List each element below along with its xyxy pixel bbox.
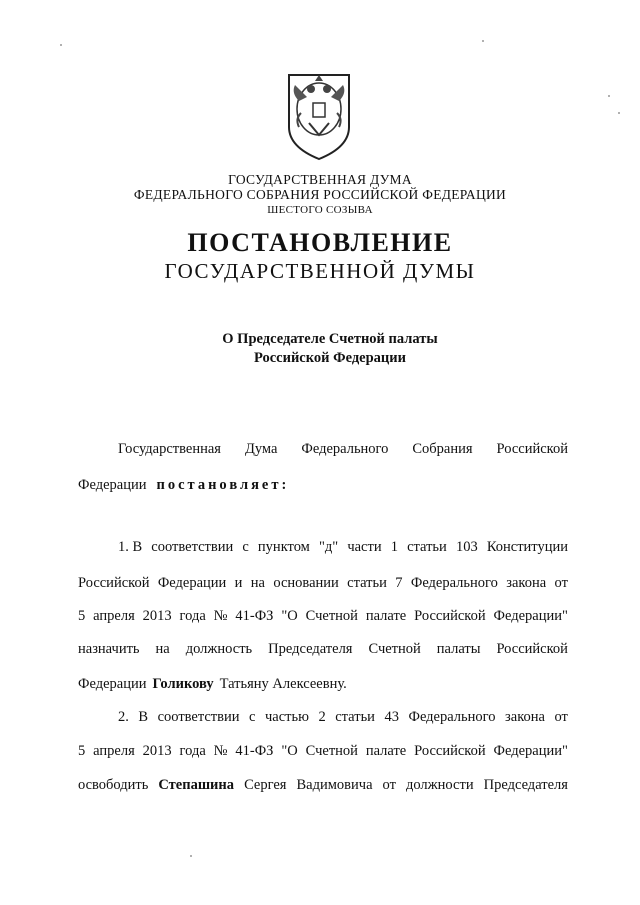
word: Российской bbox=[496, 441, 568, 457]
word: от bbox=[554, 709, 568, 725]
word: 41-ФЗ bbox=[235, 743, 274, 759]
word: 7 bbox=[395, 575, 403, 591]
word: 43 bbox=[384, 709, 399, 725]
word: и bbox=[234, 575, 243, 591]
word: Дума bbox=[244, 441, 278, 457]
header-line-1: ГОСУДАРСТВЕННАЯ ДУМА bbox=[228, 172, 412, 187]
word: 103 bbox=[455, 539, 478, 555]
document-title: ПОСТАНОВЛЕНИЕ bbox=[187, 228, 453, 257]
word: "О bbox=[281, 608, 298, 624]
word: Федерального bbox=[410, 575, 498, 591]
scan-speck bbox=[60, 44, 62, 46]
subject-line-2: Российской Федерации bbox=[253, 350, 406, 366]
word: Сергея bbox=[244, 777, 287, 793]
word: статьи bbox=[347, 575, 387, 591]
preamble-line-2 bbox=[78, 477, 568, 494]
item1-line-4 bbox=[78, 641, 568, 658]
word: 5 bbox=[78, 608, 86, 624]
word: должности bbox=[405, 777, 474, 793]
word: палате bbox=[365, 743, 407, 759]
word: Татьяну Алексеевну. bbox=[219, 676, 347, 692]
word: статьи bbox=[407, 539, 447, 555]
word: на bbox=[155, 641, 170, 657]
word: Федерации bbox=[157, 575, 227, 591]
word: В bbox=[138, 709, 149, 725]
word: Вадимовича bbox=[296, 777, 373, 793]
scan-speck bbox=[608, 95, 610, 97]
word: Российской bbox=[496, 641, 568, 657]
decree-word: постановляет: bbox=[156, 477, 290, 493]
word: соответствии bbox=[157, 709, 240, 725]
word: года bbox=[179, 743, 206, 759]
word: апреля bbox=[93, 608, 135, 624]
word: основании bbox=[273, 575, 339, 591]
word: с bbox=[242, 539, 249, 555]
word: 1 bbox=[390, 539, 398, 555]
word: закона bbox=[506, 575, 547, 591]
word: пунктом bbox=[257, 539, 310, 555]
word: № bbox=[213, 743, 228, 759]
scan-speck bbox=[618, 112, 620, 114]
word: № bbox=[213, 608, 228, 624]
word: закона bbox=[505, 709, 545, 725]
word: части bbox=[347, 539, 382, 555]
scan-speck bbox=[190, 855, 192, 857]
word: Федерации bbox=[78, 676, 147, 692]
item1-line-1 bbox=[118, 539, 568, 556]
word: Счетной bbox=[305, 608, 358, 624]
word: Российской bbox=[414, 743, 486, 759]
item2-line-2 bbox=[78, 743, 568, 760]
word: года bbox=[179, 608, 206, 624]
word: палаты bbox=[436, 641, 481, 657]
word: Счетной bbox=[368, 641, 421, 657]
word: Председателя bbox=[268, 641, 353, 657]
word: частью bbox=[264, 709, 309, 725]
scan-speck bbox=[482, 40, 484, 42]
word: палате bbox=[365, 608, 407, 624]
appointee-surname: Голикову bbox=[152, 676, 214, 692]
word: статьи bbox=[335, 709, 375, 725]
item1-line-3 bbox=[78, 608, 568, 625]
word: Председателя bbox=[483, 777, 568, 793]
word: 5 bbox=[78, 743, 86, 759]
document-subtitle: ГОСУДАРСТВЕННОЙ ДУМЫ bbox=[164, 259, 476, 283]
word: должность bbox=[185, 641, 253, 657]
dismissed-surname: Степашина bbox=[158, 777, 235, 793]
word: Собрания bbox=[412, 441, 473, 457]
word: Российской bbox=[78, 575, 150, 591]
word: Конституции bbox=[486, 539, 568, 555]
word: от bbox=[554, 575, 568, 591]
subject-line-1: О Председателе Счетной палаты bbox=[222, 331, 438, 347]
word: апреля bbox=[93, 743, 135, 759]
word: Российской bbox=[414, 608, 486, 624]
russian-coat-of-arms-icon bbox=[281, 67, 357, 163]
word: 2. bbox=[118, 709, 129, 725]
word: "д" bbox=[318, 539, 339, 555]
word: Федерации" bbox=[493, 743, 568, 759]
header-line-3: ШЕСТОГО СОЗЫВА bbox=[267, 204, 373, 216]
preamble-line-1 bbox=[118, 441, 568, 458]
item1-line-2 bbox=[78, 575, 568, 592]
word: 1. В bbox=[118, 539, 143, 555]
word: Федерации" bbox=[493, 608, 568, 624]
word: с bbox=[249, 709, 256, 725]
word: Счетной bbox=[305, 743, 358, 759]
item2-line-1 bbox=[118, 709, 568, 726]
word: 41-ФЗ bbox=[235, 608, 274, 624]
word: Федерального bbox=[408, 709, 496, 725]
word: Федерального bbox=[301, 441, 389, 457]
word: от bbox=[382, 777, 396, 793]
item2-line-3 bbox=[78, 777, 568, 794]
word: 2013 bbox=[142, 743, 172, 759]
word: соответствии bbox=[151, 539, 234, 555]
word: освободить bbox=[78, 777, 149, 793]
word: "О bbox=[281, 743, 298, 759]
word: 2 bbox=[318, 709, 326, 725]
word: 2013 bbox=[142, 608, 172, 624]
header-line-2: ФЕДЕРАЛЬНОГО СОБРАНИЯ РОССИЙСКОЙ ФЕДЕРАЦИИ bbox=[133, 187, 507, 202]
word: Государственная bbox=[118, 441, 221, 457]
word: Федерации bbox=[78, 477, 147, 493]
word: на bbox=[250, 575, 265, 591]
item1-line-5 bbox=[78, 676, 568, 693]
word: назначить bbox=[78, 641, 140, 657]
